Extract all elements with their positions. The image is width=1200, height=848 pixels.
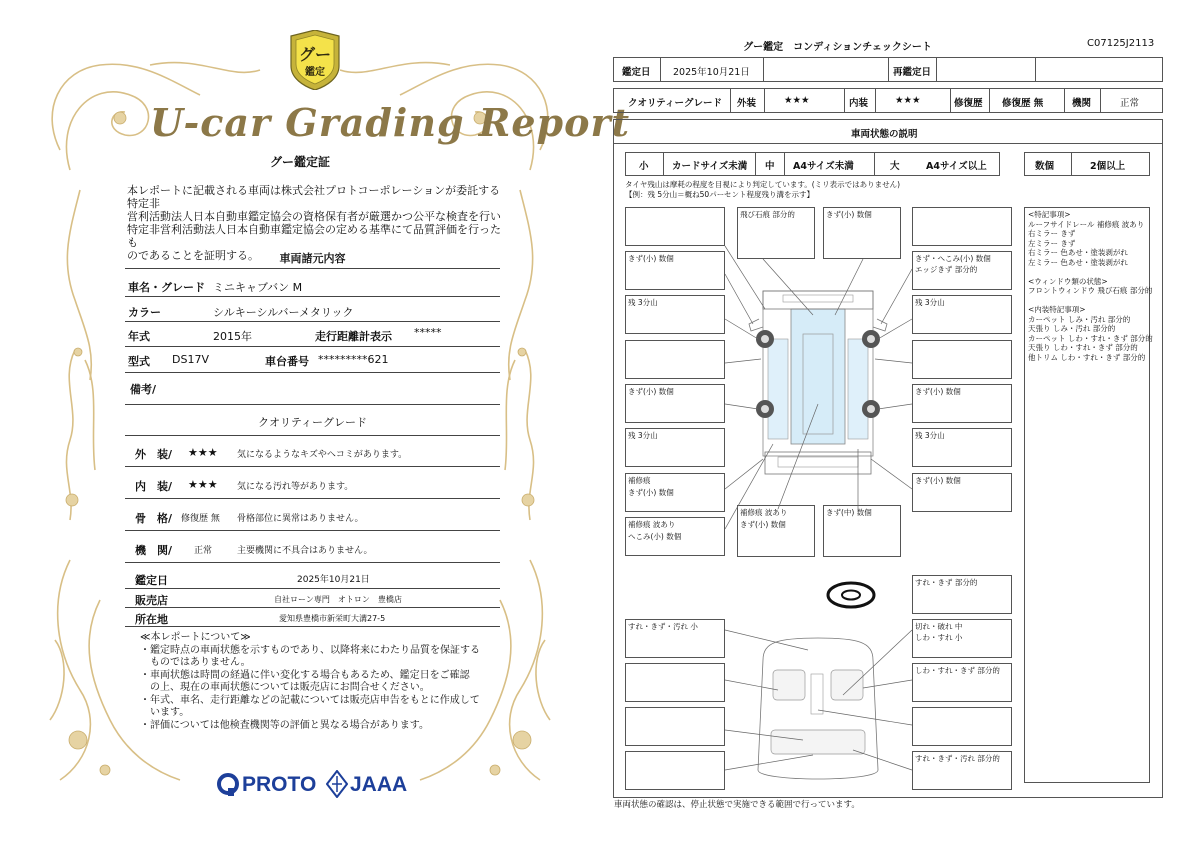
shop-value: 自社ローン専門 オトロン 豊橋店 [274,595,402,604]
divider [125,588,500,589]
interior-label: 内 装/ [135,480,173,493]
legend-small-value: カードサイズ未満 [672,161,748,172]
callout-text: きず(小) 数個 [628,387,674,396]
intro-line: 営利活動法人日本自動車鑑定協会の資格保有者が厳選かつ公平な検査を行い [127,210,501,223]
callout-text: 補修痕 波あり [628,520,676,529]
tire-note: 【例：残 5分山＝概ね50パーセント程度残り溝を示す】 [625,190,815,199]
legend-large: 大 [890,161,900,172]
divider [125,435,500,436]
engine-label: 機関 [1072,98,1092,109]
note-line: ・車両状態は時間の経過に伴い変化する場合もあるため、鑑定日をご確認 [140,669,470,681]
quality-grade-label: クオリティーグレード [628,98,723,109]
proto-logo: PROTO [242,773,317,796]
name-value: ミニキャブバン M [213,281,303,294]
front-seat-right [831,670,863,700]
jaaa-logo-icon [326,770,348,798]
interior-diagram [613,570,1013,798]
front-seat-left [773,670,805,700]
callout-text: きず(小) 数個 [628,254,674,263]
frame-label: 骨 格/ [135,512,173,525]
divider [125,296,500,297]
remark-line: 他トリム しわ・すれ・きず 部分的 [1028,352,1146,362]
date-value: 2025年10月21日 [297,575,370,585]
legend-count-value: 2個以上 [1090,161,1126,172]
remark-line: カーペット しわ・すれ・きず 部分的 [1028,333,1153,343]
roof [791,309,845,444]
inspection-date-value: 2025年10月21日 [673,67,750,78]
divider [125,607,500,608]
legend-small: 小 [639,161,649,172]
chassis-label: 車台番号 [265,355,309,368]
legend-mid-value: A4サイズ未満 [793,161,854,172]
exterior-label: 外装 [737,98,757,109]
remark-line: 左ミラー 色あせ・塗装剥がれ [1028,257,1128,267]
year-label: 年式 [128,330,150,343]
sheet-code: C07125J2113 [1087,38,1155,49]
intro-line: 本レポートに記載される車両は株式会社プロトコーポレーションが委託する特定非 [127,184,501,210]
reinspection-date-label: 再鑑定日 [893,67,932,78]
engine-desc: 主要機関に不具合はありません。 [237,546,373,556]
callout-text: しわ・すれ・きず 部分的 [915,666,1000,675]
model-value: DS17V [172,353,209,366]
remark-line: 天張り しわ・すれ・きず 部分的 [1028,343,1138,352]
interior-stars: ★★★ [895,95,921,106]
legend-count: 数個 [1035,161,1055,172]
callout-text: きず(小) 数個 [915,387,961,396]
remark-line: カーペット しみ・汚れ 部分的 [1028,314,1131,324]
callout-text: しわ・すれ 小 [915,633,963,642]
callout-text: 残 3分山 [628,298,658,307]
remark-line: 右ミラー きず [1028,229,1076,238]
engine-value: 正常 [194,546,213,556]
repair-history-label: 修復歴 [954,98,983,109]
callout-text: 残 3分山 [628,431,658,440]
divider [125,404,500,405]
chassis-value: *********621 [318,353,389,366]
callout-text: 残 3分山 [915,431,945,440]
quality-header: クオリティーグレード [258,416,367,429]
remark-line: <ウィンドウ類の状態> [1028,276,1108,286]
callout-text: 残 3分山 [915,298,945,307]
remarks-list [1028,210,1153,362]
tire-note: タイヤ残山は摩耗の程度を目視により判定しています。(ミリ表示ではありません) [625,180,901,189]
callout-text: 飛び石痕 部分的 [740,210,795,219]
callout-text: きず・へこみ(小) 数個 [915,254,991,263]
exterior-stars: ★★★ [188,446,218,459]
legend-large-value: A4サイズ以上 [926,161,987,172]
engine-label: 機 関/ [135,544,173,557]
svg-text:グー: グー [298,45,332,64]
callout-text: すれ・きず 部分的 [915,578,978,587]
remark-line: 左ミラー きず [1028,238,1076,248]
divider [125,466,500,467]
rear-bumper [765,452,871,474]
shop-label: 販売店 [135,594,168,607]
mileage-label: 走行距離計表示 [315,330,392,343]
report-notes [140,632,500,732]
script-title: U-car Grading Report [150,100,631,145]
remark-line: ルーフサイドレール 補修痕 波あり [1028,219,1145,229]
note-line: ・鑑定時点の車両状態を示すものであり、以降将来にわたり品質を保証する [140,644,480,656]
divider [125,562,500,563]
remark-line: 右ミラー 色あせ・塗装剥がれ [1028,248,1128,257]
intro-line: のであることを証明する。 [127,249,259,262]
callout-text: きず(中) 数個 [826,508,872,517]
divider [125,346,500,347]
frame-desc: 骨格部位に異常はありません。 [237,514,364,524]
mileage-value: ***** [414,326,442,339]
address-label: 所在地 [135,613,168,626]
year-value: 2015年 [213,330,252,343]
callout-text: エッジきず 部分的 [915,265,978,274]
legend-mid: 中 [765,161,775,172]
callout-text: すれ・きず・汚れ 部分的 [915,754,1000,763]
remark-line: <特記事項> [1028,210,1071,219]
divider [125,498,500,499]
address-value: 愛知県豊橋市新栄町大溝27-5 [279,614,386,623]
intro-line: 特定非営利活動法人日本自動車鑑定協会の定める基準にて品質評価を行ったも [127,223,501,249]
callout-text: きず(小) 数個 [826,210,872,219]
divider [125,268,500,269]
inspection-date-label: 鑑定日 [622,67,651,78]
remark-line: 天張り しみ・汚れ 部分的 [1028,324,1116,333]
interior-stars: ★★★ [188,478,218,491]
note-line: ・評価については他検査機関等の評価と異なる場合があります。 [140,719,429,731]
rear-seat [771,730,865,754]
name-label: 車名・グレード [128,281,205,294]
frame-value: 修復歴 無 [181,514,220,524]
model-label: 型式 [128,355,150,368]
exterior-desc: 気になるようなキズやヘコミがあります。 [237,450,408,460]
callout-text: きず(小) 数個 [740,520,786,529]
callout-text: すれ・きず・汚れ 小 [628,622,698,631]
date-label: 鑑定日 [135,574,168,587]
vehicle-state-header: 車両状態の説明 [851,129,918,140]
note-line: ものではありません。 [140,657,251,668]
exterior-diagram [613,119,1013,569]
remark-line: フロントウィンドウ 飛び石痕 部分的 [1028,286,1153,295]
interior-desc: 気になる汚れ等があります。 [237,482,354,492]
interior-label: 内装 [849,98,869,109]
remark-line: <内装特記事項> [1028,305,1086,314]
callout-text: 補修痕 [628,476,651,485]
note-line: います。 [140,707,190,718]
callout-text: きず(小) 数個 [628,488,674,497]
color-value: シルキーシルバーメタリック [213,306,354,319]
color-label: カラー [128,306,161,319]
divider [125,530,500,531]
callout-text: 補修痕 波あり [740,508,788,517]
note-line: の上、現在の車両状態については販売店にお問合せください。 [140,682,430,693]
callout-text: きず(小) 数個 [915,476,961,485]
remarks-label: 備考/ [130,383,157,396]
divider [125,372,500,373]
note-line: ・年式、車名、走行距離などの記載については販売店申告をもとに作成して [140,694,480,706]
jaaa-logo: JAAA [350,773,408,796]
callout-text: 切れ・破れ 中 [915,622,963,631]
divider [125,321,500,322]
exterior-label: 外 装/ [135,448,173,461]
svg-text:鑑定: 鑑定 [305,67,325,78]
sheet-footer: 車両状態の確認は、停止状態で実施できる範囲で行っています。 [614,800,860,810]
sheet-title: グー鑑定 コンディションチェックシート [743,42,932,53]
engine-value: 正常 [1120,98,1140,109]
spec-header: 車両諸元内容 [279,252,346,265]
repair-history-value: 修復歴 無 [1002,98,1044,109]
callout-text: へこみ(小) 数個 [628,532,682,541]
notes-title: ≪本レポートについて≫ [140,632,251,643]
certificate-title: グー鑑定証 [269,155,330,169]
proto-logo-icon [216,772,242,798]
divider [125,626,500,627]
exterior-stars: ★★★ [784,95,810,106]
